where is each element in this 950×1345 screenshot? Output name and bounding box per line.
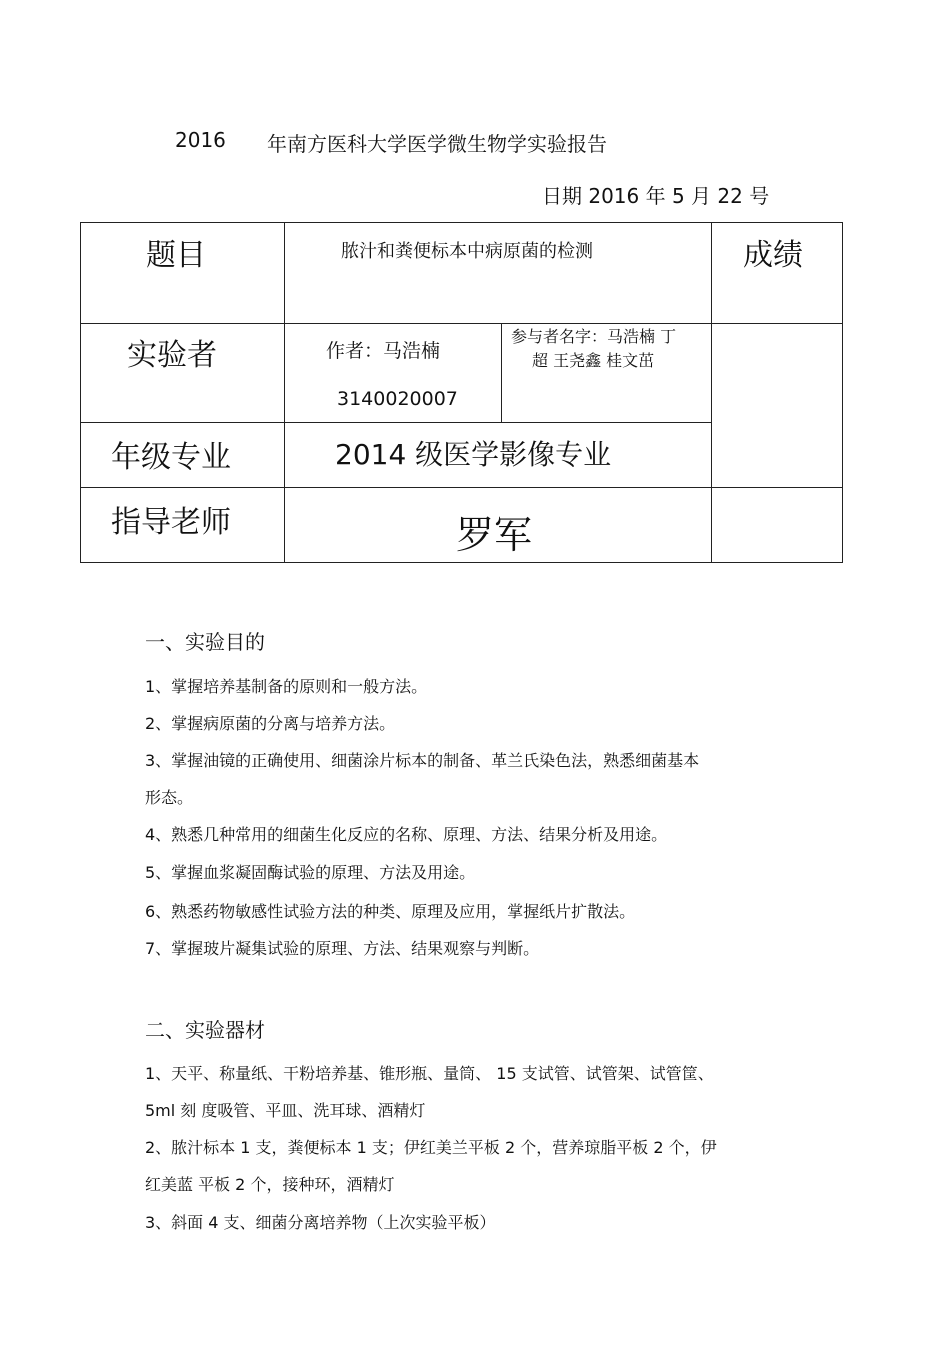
objective-item: 3、掌握油镜的正确使用、细菌涂片标本的制备、革兰氏染色法，熟悉细菌基本	[145, 751, 700, 770]
table-line-row2	[80, 422, 711, 423]
objective-item: 7、掌握玻片凝集试验的原理、方法、结果观察与判断。	[145, 939, 540, 958]
objective-item: 5、掌握血浆凝固酶试验的原理、方法及用途。	[145, 863, 476, 882]
topic-value: 脓汁和粪便标本中病原菌的检测	[341, 241, 593, 262]
objective-item: 形态。	[145, 788, 194, 807]
participants-line1: 参与者名字：马浩楠 丁	[511, 327, 677, 346]
material-item: 2、脓汁标本 1 支，粪便标本 1 支；伊红美兰平板 2 个，营养琼脂平板 2 个，伊	[145, 1138, 717, 1157]
report-title: 年南方医科大学医学微生物学实验报告	[267, 132, 607, 156]
table-border-top	[80, 222, 843, 223]
topic-label: 题目	[146, 238, 206, 273]
objective-item: 2、掌握病原菌的分离与培养方法。	[145, 714, 396, 733]
objective-item: 6、熟悉药物敏感性试验方法的种类、原理及应用，掌握纸片扩散法。	[145, 902, 636, 921]
grade-label: 年级专业	[111, 440, 231, 475]
grade-value: 2014 级医学影像专业	[335, 438, 612, 471]
objective-item: 1、掌握培养基制备的原则和一般方法。	[145, 677, 428, 696]
teacher-value: 罗军	[456, 513, 533, 557]
table-border-right	[842, 222, 843, 563]
table-border-bottom	[80, 562, 843, 563]
section2-heading: 二、实验器材	[145, 1018, 265, 1042]
table-line-row3	[80, 487, 843, 488]
objective-item: 4、熟悉几种常用的细菌生化反应的名称、原理、方法、结果分析及用途。	[145, 825, 668, 844]
table-line-col1	[284, 222, 285, 563]
material-item: 3、斜面 4 支、细菌分离培养物（上次实验平板）	[145, 1213, 496, 1232]
material-item: 红美蓝 平板 2 个，接种环，酒精灯	[145, 1175, 395, 1194]
section1-heading: 一、实验目的	[145, 630, 265, 654]
table-line-col-participants	[501, 323, 502, 422]
table-line-col2	[711, 222, 712, 563]
score-label: 成绩	[743, 238, 803, 273]
info-table	[80, 222, 843, 563]
report-year: 2016	[175, 128, 226, 152]
teacher-label: 指导老师	[111, 505, 231, 540]
table-border-left	[80, 222, 81, 563]
table-line-row1	[80, 323, 843, 324]
student-id: 3140020007	[337, 388, 458, 410]
author-name: 作者：马浩楠	[326, 340, 441, 362]
material-item: 5ml 刻 度吸管、平皿、洗耳球、酒精灯	[145, 1101, 426, 1120]
report-date: 日期 2016 年 5 月 22 号	[542, 184, 770, 208]
participants-line2: 超 王尧鑫 桂文茁	[532, 351, 655, 370]
experimenter-label: 实验者	[127, 338, 217, 373]
material-item: 1、天平、称量纸、干粉培养基、锥形瓶、量筒、 15 支试管、试管架、试管筐、	[145, 1064, 714, 1083]
